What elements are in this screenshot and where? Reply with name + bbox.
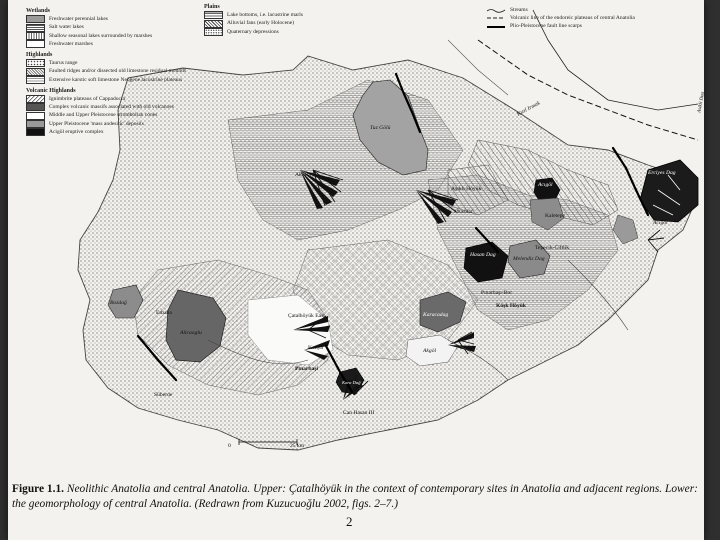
legend-item: Extensive karstic soft limestone Neogene lacustrine plateaus bbox=[26, 76, 256, 84]
label-kizil-irmak: Kızıl Irmak bbox=[516, 100, 542, 118]
label-suberde: Süberde bbox=[154, 392, 173, 398]
legend-swatch bbox=[204, 20, 223, 28]
label-kosk-hoyuk: Köşk Höyük bbox=[496, 303, 527, 309]
legend-swatch bbox=[204, 28, 223, 36]
scale-max: 25 km bbox=[290, 443, 305, 449]
volcanic-line-icon bbox=[486, 15, 506, 21]
label-musular: Musular bbox=[454, 209, 473, 215]
page-number: 2 bbox=[346, 514, 353, 529]
legend-heading-volcanic: Volcanic Highlands bbox=[26, 87, 76, 94]
label-kara-dag: Kara Dağ bbox=[342, 380, 361, 385]
legend-heading-wetlands: Wetlands bbox=[26, 8, 51, 14]
label-pinarbasi-bor: Pınarbaşı-Bor bbox=[481, 290, 513, 296]
legend-item: Plio-Pleistocene fault line scarps bbox=[486, 22, 696, 30]
map-legend-plains bbox=[204, 2, 374, 36]
label-erbaba: Erbaba bbox=[156, 310, 172, 316]
legend-swatch bbox=[26, 68, 45, 76]
label-akgol: Akgöl bbox=[423, 348, 437, 354]
figure-number: Figure 1.1. bbox=[12, 483, 64, 495]
map-legend-lines bbox=[486, 6, 696, 31]
label-catalhoyuk: Çatalhöyük East bbox=[288, 313, 325, 319]
book-page bbox=[8, 0, 704, 540]
legend-item: Middle and Upper Pleistocene strombolian cones bbox=[26, 111, 256, 119]
legend-heading-plains: Plains bbox=[204, 4, 220, 10]
legend-item: Ignimbrite plateaus of Cappadocia bbox=[26, 95, 256, 103]
legend-item: Volcanic line of the endoreic plateaus of central Anatolia bbox=[486, 14, 696, 22]
legend-swatch bbox=[26, 120, 45, 128]
legend-swatch bbox=[204, 11, 223, 19]
legend-item: Streams bbox=[486, 6, 696, 14]
label-karacadag-west: Bozdağ bbox=[110, 300, 127, 306]
legend-item: Freshwater perennial lakes bbox=[26, 15, 256, 23]
label-asikli: Aşıklı Höyük bbox=[451, 186, 482, 192]
legend-swatch bbox=[26, 59, 45, 67]
legend-item: Salt water lakes bbox=[26, 23, 256, 31]
label-acigol-eruptive: Acıgöl bbox=[538, 182, 553, 188]
legend-item: Acigöl eruptive complex bbox=[26, 128, 256, 136]
legend-heading-highlands: Highlands bbox=[26, 52, 53, 59]
label-aksaray: Aksaray bbox=[295, 172, 314, 178]
label-pinarbasi: Pinarbaşi bbox=[295, 366, 319, 372]
legend-swatch bbox=[26, 76, 45, 84]
label-melendiz: Melendiz Dag bbox=[513, 256, 545, 262]
label-region-ne: Acıgöl bbox=[653, 220, 668, 226]
legend-swatch bbox=[26, 112, 45, 120]
legend-item: Lake bottoms, i.e. lacustrine marls bbox=[204, 11, 374, 19]
label-konya: Konya bbox=[308, 345, 323, 351]
label-tuz-golu: Tuz Gölü bbox=[370, 125, 391, 131]
label-kaletepe: Kaletepe bbox=[545, 213, 565, 219]
legend-item: Taurus range bbox=[26, 59, 256, 67]
legend-item: Shallow seasonal lakes surrounded by marshes bbox=[26, 32, 256, 40]
legend-item: Alluvial fans (early Holocene) bbox=[204, 19, 374, 27]
legend-swatch bbox=[26, 128, 45, 136]
legend-item: Quaternary depressions bbox=[204, 28, 374, 36]
legend-item: Freshwater marshes bbox=[26, 40, 256, 48]
stream-line-icon bbox=[486, 7, 506, 13]
fault-line-icon bbox=[486, 24, 506, 30]
legend-item: Complex volcanic massifs associated with old volcanoes bbox=[26, 103, 256, 111]
label-karacadag: Karacadag bbox=[423, 312, 449, 318]
legend-swatch bbox=[26, 95, 45, 103]
legend-swatch bbox=[26, 15, 45, 23]
label-erciyes: Erciyes Dag bbox=[648, 170, 676, 176]
label-canhasan: Can Hasan III bbox=[343, 410, 375, 416]
legend-swatch bbox=[26, 32, 45, 40]
label-hasan-dag: Hasan Dag bbox=[470, 252, 496, 258]
legend-item: Faulted ridges and/or dissected old limestone residual mounds bbox=[26, 67, 256, 75]
figure-caption bbox=[12, 482, 702, 512]
legend-swatch bbox=[26, 24, 45, 32]
scale-zero: 0 bbox=[228, 443, 231, 449]
label-tepecik: Tepecik-Ciftlik bbox=[535, 245, 570, 251]
legend-swatch bbox=[26, 103, 45, 111]
label-sign-top: Asikli Dag bbox=[697, 91, 706, 114]
legend-swatch bbox=[26, 40, 45, 48]
label-alicaoglu: Alicaoglu bbox=[180, 330, 202, 336]
legend-item: Upper Pleistocene 'mass andesitic' deposits bbox=[26, 120, 256, 128]
figure-caption-text: Neolithic Anatolia and central Anatolia. Upper: Çatalhöyük in the context of contemporary sites in Anatolia and adjacent regions. Lower: the geomorphology of central Anatolia. (Redrawn from Kuzucuoğlu 2002, figs. 2–7.) bbox=[12, 483, 698, 510]
